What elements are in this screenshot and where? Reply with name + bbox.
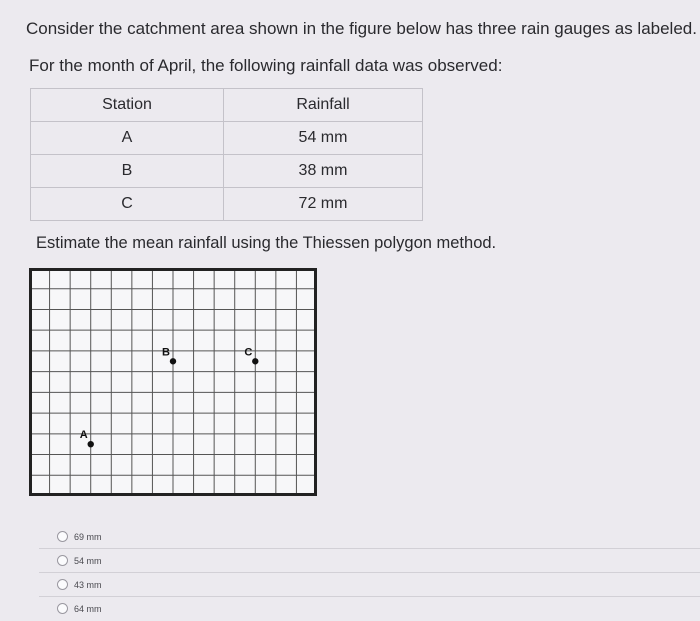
option-divider <box>39 596 700 597</box>
gauge-a-point <box>88 441 94 447</box>
rainfall-cell: 54 mm <box>224 122 423 155</box>
question-line-1: Consider the catchment area shown in the figure below has three rain gauges as labeled. <box>26 19 697 38</box>
radio-button[interactable] <box>57 603 68 614</box>
option-3[interactable] <box>57 579 102 590</box>
option-label: 54 mm <box>74 555 102 566</box>
header-rainfall: Rainfall <box>224 89 423 122</box>
station-cell: C <box>31 188 224 221</box>
option-4[interactable] <box>57 603 102 614</box>
option-divider <box>39 572 700 573</box>
radio-button[interactable] <box>57 579 68 590</box>
gauge-a-label: A <box>79 429 88 442</box>
station-cell: B <box>31 155 224 188</box>
option-1[interactable] <box>57 531 102 542</box>
option-2[interactable] <box>57 555 102 566</box>
header-station: Station <box>31 89 224 122</box>
rainfall-cell: 38 mm <box>224 155 423 188</box>
table-row <box>31 188 423 221</box>
catchment-grid-figure <box>29 268 317 496</box>
table-header-row <box>31 89 423 122</box>
gauge-c-point <box>252 358 258 364</box>
question-line-2: For the month of April, the following rainfall data was observed: <box>29 56 503 75</box>
option-label: 64 mm <box>74 603 102 614</box>
table-row <box>31 122 423 155</box>
table-row <box>31 155 423 188</box>
rainfall-table <box>30 88 423 221</box>
radio-button[interactable] <box>57 555 68 566</box>
radio-button[interactable] <box>57 531 68 542</box>
station-cell: A <box>31 122 224 155</box>
rainfall-cell: 72 mm <box>224 188 423 221</box>
gauge-b-label: B <box>162 346 170 359</box>
gauge-c-label: C <box>244 346 253 359</box>
gauge-b-point <box>170 358 176 364</box>
option-divider <box>39 548 700 549</box>
option-label: 69 mm <box>74 531 102 542</box>
option-label: 43 mm <box>74 579 102 590</box>
question-line-3: Estimate the mean rainfall using the Thiessen polygon method. <box>36 234 497 252</box>
